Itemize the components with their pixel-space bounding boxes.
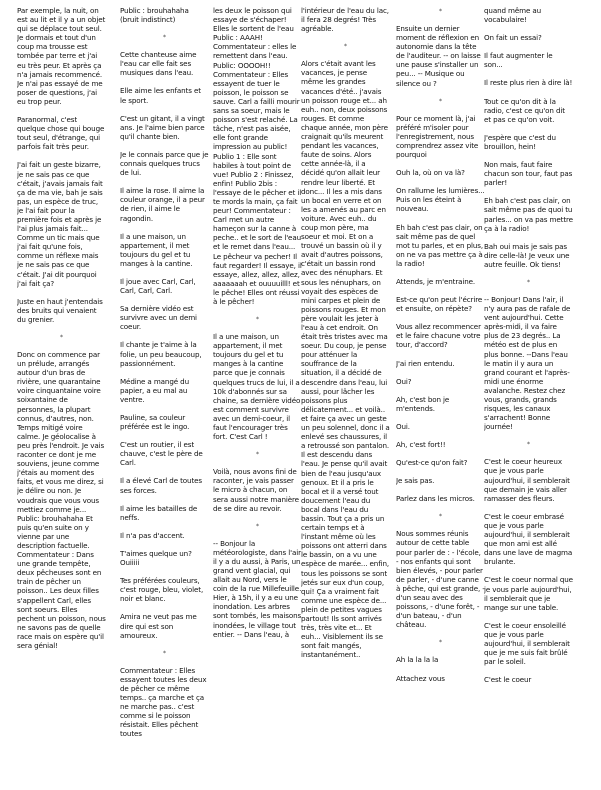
paragraph: Il a une maison, un appartement, il met toujours du gel et tu manges à la cantine. xyxy=(120,231,193,268)
paragraph: Oui. xyxy=(396,421,410,431)
paragraph: Public : brouhahaha (bruit indistinct) xyxy=(120,6,189,25)
paragraph: Sa dernière vidéo est survivre avec un demi coeur. xyxy=(120,304,197,332)
paragraph: Alors c'était avant les vacances, je pense même les grandes vacances d'été.. j'avais un poisson rouge et... ah euh.. non, deux poissons rouges. Et comme chaque année, mon père craignait qu'ils meurent pendant les vacances, faute de soins. Alors cette année-là, il a décidé qu'on allait leur rendre leur liberté. Et donc... Il les a mis dans un bocal en verre et on les a amenés au parc en voiture. Avec euh.. du coup mon père, ma soeur et moi. Et on a trouvé un bassin où il y avait d'autres poissons, c'était un bassin rond avec des nénuphars. Et sous les nénuphars, on voyait des espèces de mini carpes et plein de poissons rouges. Et mon père voulait les jeter à l'eau à cet endroit. On était très tristes avec ma soeur. Du coup, je pense pour atténuer la souffrance de la situation, il a décidé de descendre dans l'eau, lui aussi, pour lâcher les poissons plus délicatement... et voilà.. et faire ça avec un geste un peu solennel, donc il a enlevé ses chaussures, il a retroussé son pantalon. Il est descendu dans l'eau. Je pense qu'il avait bien de l'eau jusqu'aux genoux. Et il a pris le bocal et il a versé tout doucement l'eau du bocal dans l'eau du bassin. Tout ça a pris un certain temps et à l'instant même où les poissons ont atterri dans le bassin, on a vu une espèce de marée... enfin, tous les poissons se sont jetés sur eux d'un coup, qui! Ça a vraiment fait comme une espèce de... plein de petites vagues partout! Ils sont arrivés très, très vite et... Et euh... Visiblement ils se sont fait mangés, instantanément.. xyxy=(301,59,390,660)
paragraph: Il chante je t'aime à la folie, un peu beaucoup, passionnément. xyxy=(120,340,202,368)
text-column-5 xyxy=(396,6,485,790)
paragraph: C'est le coeur ensoleillé que je vous parle aujourd'hui, il semblerait que je me suis fait brûlé par le soleil. xyxy=(484,620,570,667)
paragraph: Eh bah c'est pas clair, on sait même pas de quel mot tu parles, et en plus, on ne va pas mettre ça à la radio! xyxy=(396,222,484,268)
paragraph: Il n'a pas d'accent. xyxy=(120,530,185,540)
section-separator: * xyxy=(527,441,530,449)
text-column-4 xyxy=(301,6,390,790)
text-column-3 xyxy=(213,6,302,790)
text-column-2 xyxy=(120,6,209,790)
paragraph: Attachez vous xyxy=(396,673,445,683)
paragraph: Il a élevé Carl de toutes ses forces. xyxy=(120,476,203,495)
paragraph: Tout ce qu'on dit à la radio, c'est ce qu'on dit et pas ce qu'on voit. xyxy=(484,96,565,124)
paragraph: Je le connais parce que je connais quelques trucs de lui. xyxy=(120,149,209,178)
paragraph: Non mais, faut faire chacun son tour, faut pas parler! xyxy=(484,160,573,188)
paragraph: On rallume les lumières... Puis on les éteint à nouveau. xyxy=(396,186,485,214)
paragraph: Oui? xyxy=(396,376,412,386)
paragraph: l'intérieur de l'eau du lac, il fera 28 degrés! Très agréable. xyxy=(301,6,389,34)
paragraph: Ah la la la la xyxy=(396,655,439,665)
paragraph: Eh bah c'est pas clair, on sait même pas de quoi tu parles... on va pas mettre ça à la radio! xyxy=(484,196,573,233)
paragraph: C'est le coeur embrasé que je vous parle aujourd'hui, il semblerait que mon ami est allé dans une lave de magma brulante. xyxy=(484,511,573,567)
paragraph: Bah oui mais je sais pas dire celle-là! Je veux une autre feuille. Ok tiens! xyxy=(484,241,570,269)
paragraph: C'est le coeur xyxy=(484,675,532,685)
paragraph: Il faut augmenter le son... xyxy=(484,51,553,70)
section-separator: * xyxy=(439,639,442,647)
section-separator: * xyxy=(344,43,347,51)
paragraph: C'est le coeur normal que je vous parle aujourd'hui, il semblerait que je mange sur une table. xyxy=(484,575,573,612)
paragraph: Voilà, nous avons fini de raconter, je vais passer le micro à chacun, on sera aussi notre manière de se dire au revoir. xyxy=(213,467,299,513)
paragraph: Ah, c'est bon je m'entends. xyxy=(396,394,450,413)
paragraph: Juste en haut j'entendais des bruits qui venaient du grenier. xyxy=(17,296,103,324)
paragraph: Attends, je m'entraine. xyxy=(396,276,476,286)
paragraph: Il a une maison, un appartement, il met toujours du gel et tu manges à la cantine parce que je connais quelques trucs de lui, il a 10k d'abonnés sur sa chaine, sa dernière vidéo est comment survivre avec un demi-coeur, il faut l'encourager très fort. C'est Carl ! xyxy=(213,332,301,442)
paragraph: J'ai fait un geste bizarre, je ne sais pas ce que c'était, j'avais jamais fait ça de ma vie, bah je sais pas, un espèce de truc, je l'ai fait pour la première fois et après je l'ai plus jamais fait... Comme un tic mais que j'ai fait qu'une fois, comme un réflexe mais je ne sais pas ce que c'était. J'ai dit pourquoi j'ai fait ça? xyxy=(17,160,103,288)
section-separator: * xyxy=(439,513,442,521)
section-separator: * xyxy=(163,34,166,42)
paragraph: Tes préférées couleurs, c'est rouge, bleu, violet, noir et blanc. xyxy=(120,576,204,604)
paragraph: Ouh la, où on va là? xyxy=(396,168,465,178)
paragraph: Il joue avec Carl, Carl, Carl, Carl, Carl. xyxy=(120,276,196,296)
section-separator: * xyxy=(256,451,259,459)
paragraph: Ah, c'est fort!! xyxy=(396,440,446,449)
paragraph: Elle aime les enfants et le sport. xyxy=(120,86,201,105)
section-separator: * xyxy=(163,649,166,657)
paragraph: Qu'est-ce qu'on fait? xyxy=(396,458,468,468)
paragraph: Cette chanteuse aime l'eau car elle fait ses musiques dans l'eau. xyxy=(120,50,197,78)
paragraph: C'est le coeur heureux que je vous parle aujourd'hui, il semblerait que demain je vais aller ramasser des fleurs. xyxy=(484,457,570,503)
paragraph: Il aime la rose. Il aime la couleur orange, il a peur de rien, il aime le ragondin. xyxy=(120,186,205,223)
section-separator: * xyxy=(527,278,530,286)
paragraph: quand même au vocabulaire! xyxy=(484,6,542,25)
paragraph: C'est un routier, il est chauve, c'est le père de Carl. xyxy=(120,440,203,468)
text-column-1 xyxy=(17,6,106,790)
paragraph: Vous allez recommencer et le faire chacune votre tour, d'accord? xyxy=(396,322,481,350)
paragraph: Amira ne veut pas me dire qui est son amoureux. xyxy=(120,612,197,640)
section-separator: * xyxy=(256,522,259,530)
paragraph: Par exemple, la nuit, on est au lit et il y a un objet qui se déplace tout seul. Je dormais et tout d'un coup ma trousse est tombée par terre et j'ai eu très peur. Et après ça n'a jamais recommencé. Je n'ai pas essayé de me poser de questions, j'ai eu trop peur. xyxy=(17,6,106,106)
paragraph: Pauline, sa couleur préférée est le ingo. xyxy=(120,413,190,432)
text-column-6 xyxy=(484,6,573,790)
paragraph: Nous sommes réunis autour de cette table pour parler de : - l'école, - nos enfants qui sont bien élevés, - pour parler de parler, - d'une canne à pêche, qui est grande, - d'un seau avec des poissons, - d'une forêt, - d'un bateau, - d'un château. xyxy=(396,529,485,630)
paragraph: Parlez dans les micros. xyxy=(396,494,475,504)
paragraph: Est-ce qu'on peut l'écrire et ensuite, on répète? xyxy=(396,295,483,314)
section-separator: * xyxy=(256,316,259,324)
section-separator: * xyxy=(60,334,63,341)
paragraph: Médine a mangé du papier, a eu mal au ventre. xyxy=(120,376,189,404)
paragraph: Paranormal, c'est quelque chose qui bouge tout seul, d'étrange, qui parfois fait très peur. xyxy=(17,115,105,152)
paragraph: T'aimes quelque un? Ouiiiii xyxy=(120,548,192,568)
paragraph: Je sais pas. xyxy=(396,476,435,486)
paragraph: J'ai rien entendu. xyxy=(396,358,455,368)
paragraph: les deux le poisson qui essaye de s'échaper! Elles le sortent de l'eau Public : AAAH! Commentateur : elles le remettent dans l'eau. Public: OOOOH!! Commentateur : Elles essayent de tuer le poisson, le poisson se sauve. Carl a failli mourir sans sa soeur, mais le poisson s'est relaché. La tâche, n'est pas aisée, elle font grande impression au public! Publio 1 : Elle sont habiles à tout point de vue! Publio 2 : Finissez, enfin! Publio 2bis : l'essaye de le pêcher et il te mords la main, ça fait peur! Commentateur : Carl met un autre hameçon sur la canne à peche.. et le sort de l'eau et le remet dans l'eau... Le pêcheur va pecher! Il faut regarder! Il essaye, il essaye, allez, allez, allez, aaaaaaah et ouuuuilll! et le pêche! Elles ont réussi à le pêcher! xyxy=(213,6,302,306)
paragraph: On fait un essai? xyxy=(484,33,542,43)
paragraph: Il reste plus rien à dire là! xyxy=(484,78,573,88)
paragraph: Ensuite un dernier moment de réflexion en autonomie dans la tête de l'auditeur. -- on laisse une pause s'installer un peu... -- Musique ou silence ou ? xyxy=(396,24,481,88)
paragraph: Commentateur : Elles essayent toutes les deux de pêcher ce même temps.. ça marche et ça ne marche pas.. c'est comme si le poisson résistait. Elles pêchent toutes xyxy=(120,665,207,739)
paragraph: Il aime les batailles de neffs. xyxy=(120,503,198,522)
paragraph: C'est un gitant, il a vingt ans. Je l'aime bien parce qu'il chante bien. xyxy=(120,113,205,141)
paragraph: -- Bonjour la météorologiste, dans l'air il y a du aussi, à Paris, un grand vent glacial, qui allait au Nord, vers le coin de la rue Millefeuille. Hier, à 15h, il y a eu une inondation. Les arbres sont tombés, les maisons inondées, le village tout entier. -- Dans l'eau, à xyxy=(213,538,302,639)
paragraph: -- Bonjour! Dans l'air, il n'y aura pas de rafale de vent aujourd'hui. Cette après-midi, il va faire plus de 23 degrés.. La météo est de plus en plus bonne. --Dans l'eau le matin il y aura un grand courant et l'après-midi une énorme avalanche. Restez chez vous, grands, grands risques, les canaux s'arrachent! Bonne journée! xyxy=(484,294,571,432)
section-separator: * xyxy=(439,97,442,105)
paragraph: Donc on commence par un prélude, arrangés autour d'un bras de rivière, une quarantaine voire cinquantaine voire soixantaine de personnes, la plupart connus, d'autres, non. Temps mitigé voire calme. Je géolocalise à peu près l'endroit. Je vais raconter ce dont je me souviens, jeune comme j'étais au moment des faits, et vous me direz, si je délire ou non. Je voudrais que vous vous mettiez comme je... Public: brouhahaha Et puis qu'en suite on y vienne par une description factuelle. Commentateur : Dans une grande tempête, deux pêcheuses sont en train de pêcher un poisson.. Les deux filles s'appellent Carl, elles sont soeurs. Elles pechent un poisson, nous ne savons pas de quelle race mais on espère qu'il sera génial! xyxy=(17,350,106,650)
section-separator: * xyxy=(439,8,442,15)
paragraph: J'espère que c'est du brouillon, hein! xyxy=(484,132,556,151)
paragraph: Pour ce moment là, j'ai préféré m'isoler pour l'enregistrement, nous comprendrez assez vite pourquoi xyxy=(396,113,479,160)
